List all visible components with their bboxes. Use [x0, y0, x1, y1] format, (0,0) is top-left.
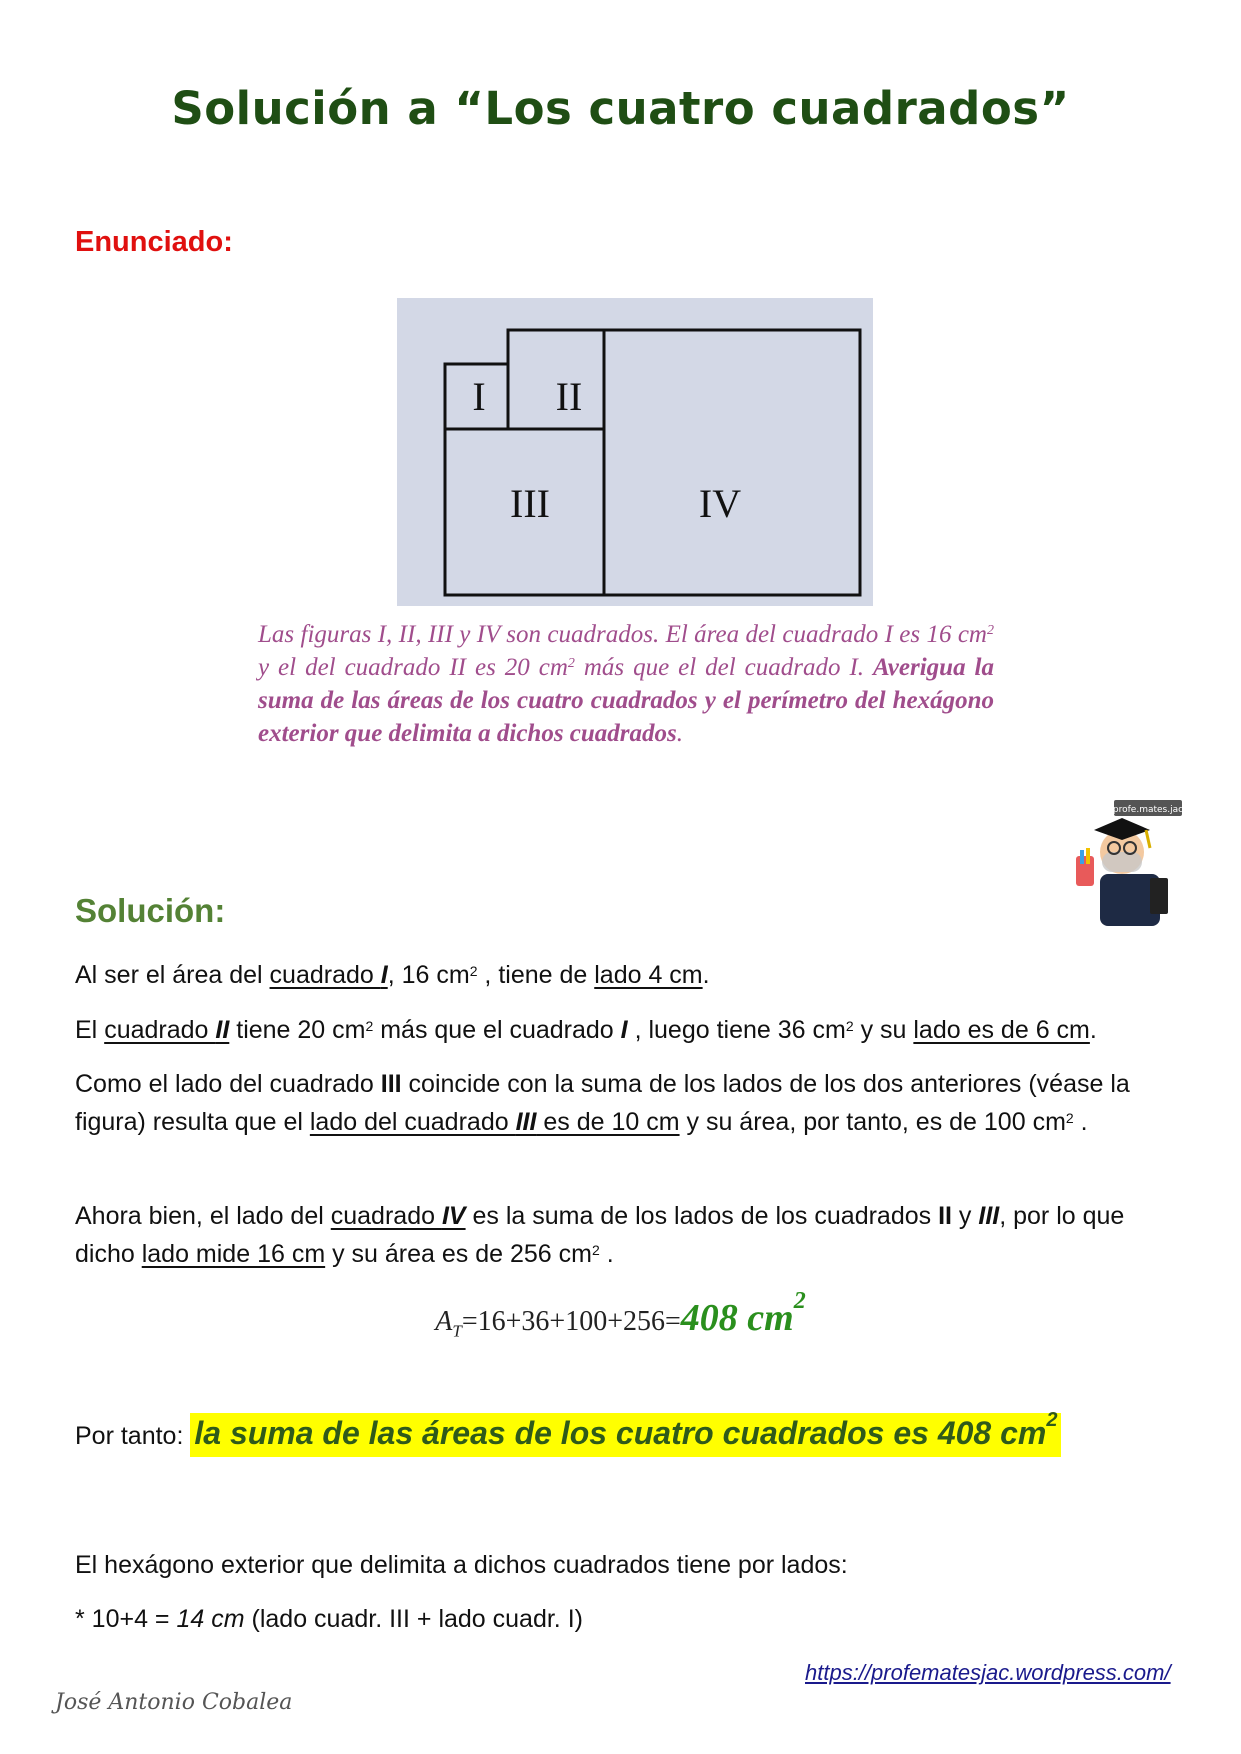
square-IV: [604, 330, 860, 595]
svg-text:profe.mates.jac: profe.mates.jac: [1112, 805, 1184, 815]
enunciado-heading: Enunciado:: [75, 226, 233, 258]
total-area-formula: $A_T=16+36+100+256=408$ $cm^2$: [435, 1288, 806, 1341]
squares-figure: [397, 298, 873, 606]
conclusion-highlight: la suma de las áreas de los cuatro cuadrados es 408 $cm^2$: [190, 1413, 1061, 1457]
paragraph-3: Como el lado del cuadrado III coincide con la suma de los lados de los dos anteriores (véase la figura) resulta que el lado del cuadrado III es de 10 cm y su área, por tanto, es de 100 $cm^2$ .: [75, 1070, 1130, 1136]
label-I: I: [472, 374, 486, 419]
hexagon-intro: El hexágono exterior que delimita a dichos cuadrados tiene por lados:: [75, 1551, 848, 1579]
website-link[interactable]: https://profematesjac.wordpress.com/: [805, 1660, 1171, 1685]
label-III: III: [510, 481, 550, 526]
paragraph-2: El cuadrado II tiene 20 $cm^2$ más que el cuadrado I , luego tiene 36 $cm^2$ y su lado es de 6 cm.: [75, 1016, 1097, 1044]
page-title: Solución a “Los cuatro cuadrados”: [171, 82, 1070, 135]
solucion-heading: Solución:: [75, 892, 226, 929]
paragraph-1: Al ser el área del cuadrado I, 16 $cm^2$ , tiene de lado 4 cm.: [75, 961, 710, 989]
teacher-avatar: [1060, 796, 1186, 928]
hexagon-side-1: * 10+4 = 14 cm (lado cuadr. III + lado cuadr. I): [75, 1605, 583, 1633]
paragraph-4: Ahora bien, el lado del cuadrado IV es la suma de los lados de los cuadrados II y III, por lo que dicho lado mide 16 cm y su área es de 256 $cm^2$ .: [75, 1202, 1125, 1268]
author-signature: José Antonio Cobalea: [55, 1690, 293, 1715]
problem-statement: Las figuras I, II, III y IV son cuadrados. El área del cuadrado I es 16 $cm^2$ y el del cuadrado II es 20 $cm^2$ más que el del cuadrado I. Averigua la suma de las áreas de los cuatro cuadrados y el perímetro del hexágono exterior que delimita a dichos cuadrados.: [258, 621, 994, 747]
label-II: II: [555, 374, 583, 419]
label-IV: IV: [698, 481, 742, 526]
conclusion: Por tanto: la suma de las áreas de los cuatro cuadrados es 408 $cm^2$: [75, 1415, 1061, 1452]
